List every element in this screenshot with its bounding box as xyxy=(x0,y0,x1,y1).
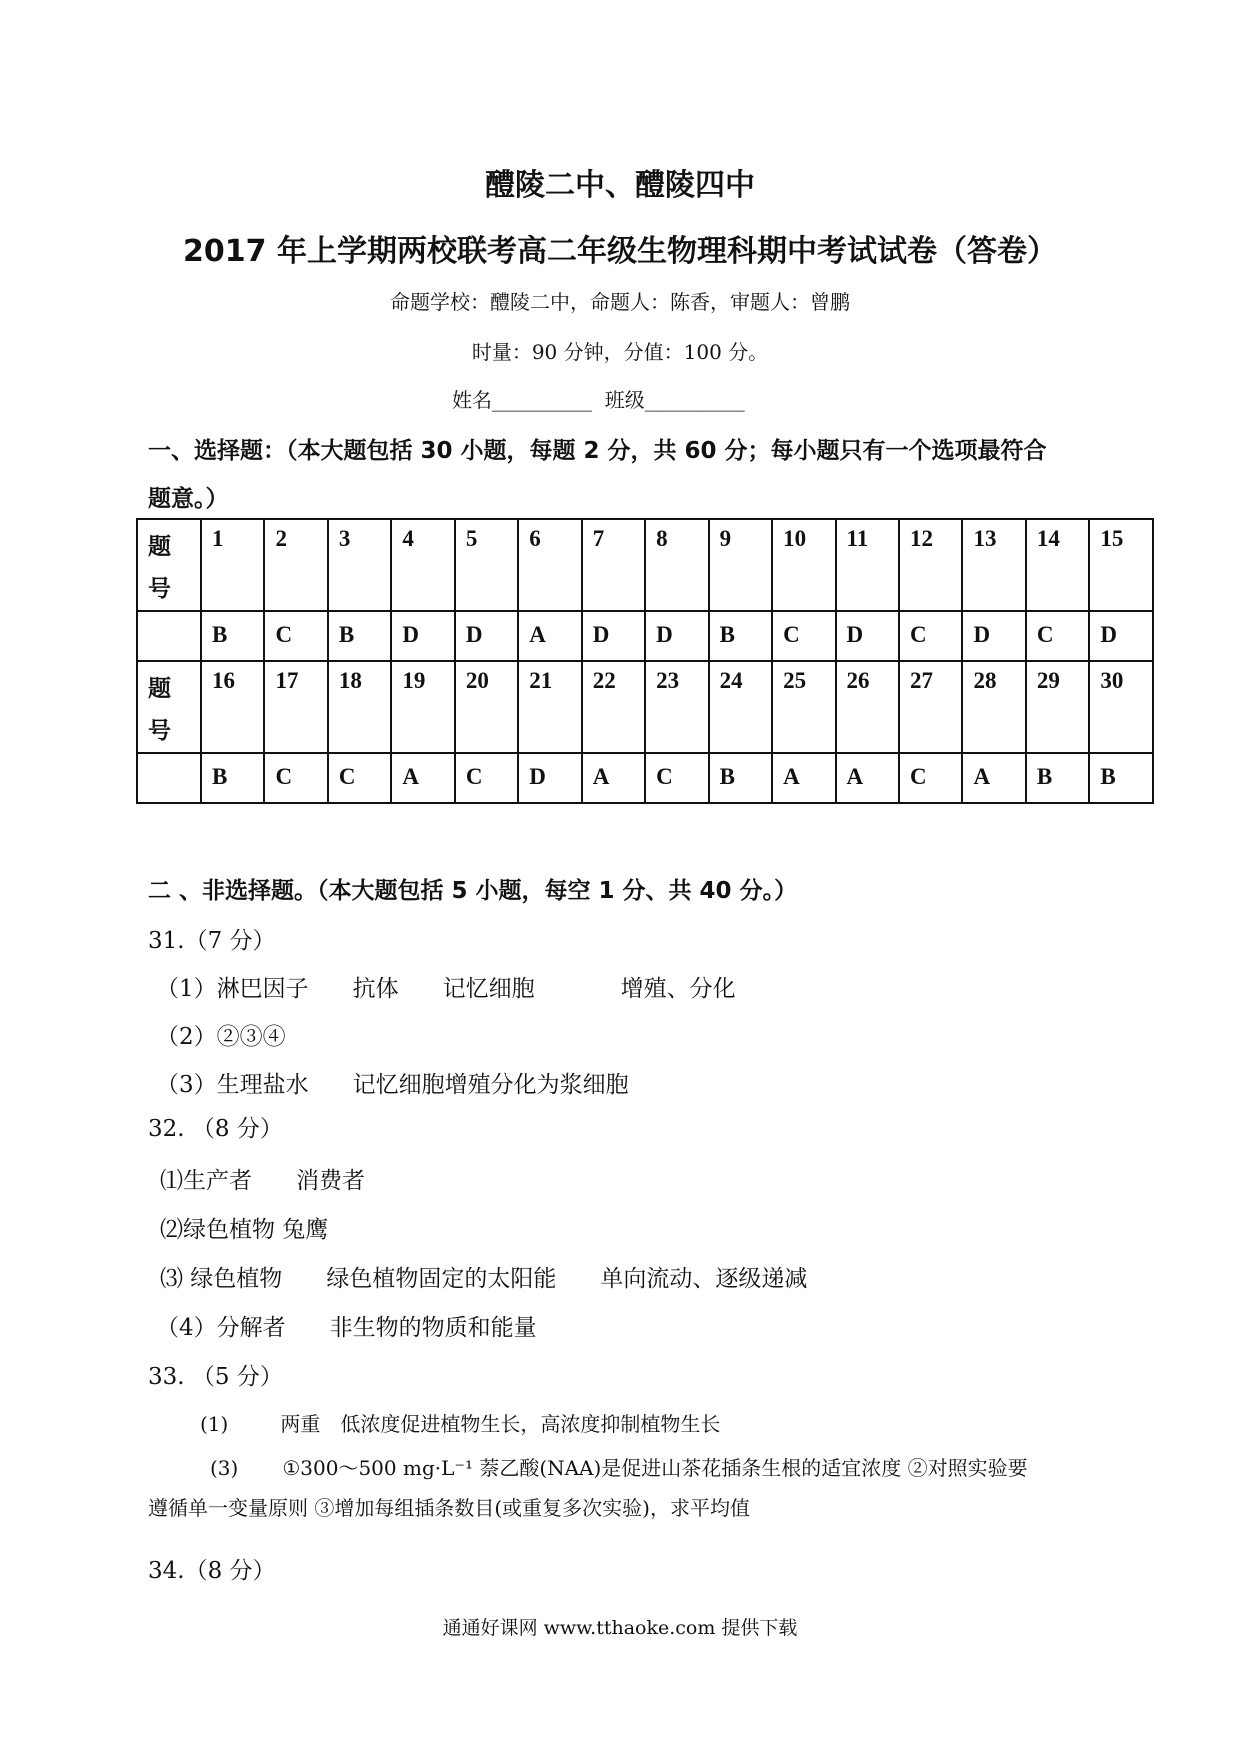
answer-cell: B xyxy=(328,611,391,661)
q32-answer: 单向流动、逐级递减 xyxy=(600,1266,808,1292)
answer-table xyxy=(136,518,1154,804)
answer-cell: A xyxy=(962,753,1025,803)
number-row-1 xyxy=(137,519,1153,611)
answer-cell: B xyxy=(709,611,772,661)
question-number-cell: 30 xyxy=(1089,661,1153,753)
number-row-2 xyxy=(137,661,1153,753)
question-number-cell: 6 xyxy=(518,519,581,611)
question-number-cell: 16 xyxy=(201,661,264,753)
answer-cell: C xyxy=(645,753,708,803)
q32-answer: ⑵绿色植物 兔鹰 xyxy=(160,1217,329,1243)
answer-cell: B xyxy=(201,611,264,661)
answer-cell: D xyxy=(836,611,899,661)
q33-answer: (1) xyxy=(200,1412,229,1436)
answer-cell: D xyxy=(455,611,518,661)
question-number-cell: 27 xyxy=(899,661,962,753)
section2-heading: 二 、非选择题。（本大题包括 5 小题，每空 1 分、共 40 分。） xyxy=(148,878,798,904)
answer-row-2 xyxy=(137,753,1153,803)
q32-answer: ⑶ 绿色植物 xyxy=(160,1266,283,1292)
question-number-cell: 14 xyxy=(1026,519,1089,611)
q32-answer: 消费者 xyxy=(296,1168,365,1194)
answer-cell: A xyxy=(772,753,835,803)
answer-cell: B xyxy=(709,753,772,803)
answer-cell: B xyxy=(1026,753,1089,803)
q33-line-1 xyxy=(200,1408,744,1437)
answer-cell: D xyxy=(1089,611,1153,661)
answer-cell: D xyxy=(645,611,708,661)
row-label-cell: 题 号 xyxy=(137,661,201,753)
exam-title: 2017 年上学期两校联考高二年级生物理科期中考试试卷（答卷） xyxy=(183,234,1057,269)
question-number-cell: 7 xyxy=(582,519,645,611)
question-number-cell: 22 xyxy=(582,661,645,753)
question-number-cell: 1 xyxy=(201,519,264,611)
answer-cell: C xyxy=(264,611,327,661)
q31-answer: （3）生理盐水 xyxy=(156,1072,309,1098)
question-number-cell: 5 xyxy=(455,519,518,611)
time-line: 时量：90 分钟，分值：100 分。 xyxy=(471,340,769,364)
q32-answer: 绿色植物固定的太阳能 xyxy=(326,1266,557,1292)
q33-answer: (3) xyxy=(210,1456,239,1480)
question-number-cell: 15 xyxy=(1089,519,1153,611)
q31-answer: 抗体 xyxy=(352,976,399,1002)
q32-line-3 xyxy=(160,1260,851,1293)
answer-cell: D xyxy=(391,611,454,661)
q32-answer: ⑴生产者 xyxy=(160,1168,252,1194)
q31-answer: 增殖、分化 xyxy=(620,976,736,1002)
q32-line-4 xyxy=(156,1309,581,1342)
footer-source: 通通好课网 www.tthaoke.com 提供下载 xyxy=(442,1617,798,1639)
answer-cell: A xyxy=(582,753,645,803)
answer-cell: C xyxy=(264,753,327,803)
class-label: 班级 xyxy=(604,388,645,412)
answer-cell: D xyxy=(518,753,581,803)
answer-row-1 xyxy=(137,611,1153,661)
answer-cell: A xyxy=(836,753,899,803)
section1-heading-cont: 题意。） xyxy=(148,486,229,512)
section1-heading: 一、选择题：（本大题包括 30 小题，每题 2 分，共 60 分；每小题只有一个选项最符合 xyxy=(148,438,1047,464)
row-label-cell: 题 号 xyxy=(137,519,201,611)
question-number-cell: 28 xyxy=(962,661,1025,753)
name-blank: __________ xyxy=(492,388,592,412)
q33-answer: 低浓度促进植物生长，高浓度抑制植物生长 xyxy=(340,1412,721,1436)
answer-cell: B xyxy=(1089,753,1153,803)
answer-cell: C xyxy=(899,611,962,661)
answer-cell: B xyxy=(201,753,264,803)
question-number-cell: 10 xyxy=(772,519,835,611)
q34-heading: 34.（8 分） xyxy=(148,1558,276,1584)
answer-cell: C xyxy=(772,611,835,661)
q31-heading: 31.（7 分） xyxy=(148,928,276,954)
q31-answer: （2）②③④ xyxy=(156,1024,286,1050)
answer-cell: C xyxy=(1026,611,1089,661)
question-number-cell: 24 xyxy=(709,661,772,753)
answer-cell: D xyxy=(962,611,1025,661)
q32-answer: （4）分解者 xyxy=(156,1315,286,1341)
question-number-cell: 20 xyxy=(455,661,518,753)
question-number-cell: 4 xyxy=(391,519,454,611)
q32-heading: 32. （8 分） xyxy=(148,1116,283,1142)
setter-line: 命题学校：醴陵二中，命题人：陈香，审题人：曾鹏 xyxy=(390,290,850,314)
q31-answer: （1）淋巴因子 xyxy=(156,976,309,1002)
answer-cell: C xyxy=(328,753,391,803)
q33-answer: 两重 xyxy=(280,1412,321,1436)
question-number-cell: 3 xyxy=(328,519,391,611)
answer-cell: D xyxy=(582,611,645,661)
q32-answer: 非生物的物质和能量 xyxy=(329,1315,537,1341)
class-blank: __________ xyxy=(644,388,745,412)
q33-line-3: 遵循单一变量原则 ③增加每组插条数目(或重复多次实验)，求平均值 xyxy=(148,1496,750,1520)
question-number-cell: 9 xyxy=(709,519,772,611)
question-number-cell: 21 xyxy=(518,661,581,753)
q31-line-2 xyxy=(156,1018,330,1051)
q31-line-1 xyxy=(156,970,780,1003)
name-class-line xyxy=(452,384,745,413)
question-number-cell: 26 xyxy=(836,661,899,753)
question-number-cell: 11 xyxy=(836,519,899,611)
question-number-cell: 29 xyxy=(1026,661,1089,753)
question-number-cell: 12 xyxy=(899,519,962,611)
question-number-cell: 8 xyxy=(645,519,708,611)
question-number-cell: 2 xyxy=(264,519,327,611)
q31-answer: 记忆细胞增殖分化为浆细胞 xyxy=(352,1072,629,1098)
school-title: 醴陵二中、醴陵四中 xyxy=(485,168,755,203)
blank-label-cell xyxy=(137,753,201,803)
question-number-cell: 23 xyxy=(645,661,708,753)
question-number-cell: 25 xyxy=(772,661,835,753)
q31-line-3 xyxy=(156,1066,673,1099)
name-label: 姓名 xyxy=(452,388,492,412)
answer-cell: C xyxy=(455,753,518,803)
question-number-cell: 18 xyxy=(328,661,391,753)
q31-answer: 记忆细胞 xyxy=(442,976,535,1002)
blank-label-cell xyxy=(137,611,201,661)
question-number-cell: 19 xyxy=(391,661,454,753)
answer-cell: A xyxy=(518,611,581,661)
q33-answer: ①300～500 mg·L⁻¹ 萘乙酸(NAA)是促进山茶花插条生根的适宜浓度 ②对照实验要 xyxy=(282,1456,1028,1480)
question-number-cell: 13 xyxy=(962,519,1025,611)
answer-cell: C xyxy=(899,753,962,803)
q33-line-2 xyxy=(210,1452,1052,1481)
question-number-cell: 17 xyxy=(264,661,327,753)
q32-line-1 xyxy=(160,1162,409,1195)
q32-line-2 xyxy=(160,1211,372,1244)
answer-cell: A xyxy=(391,753,454,803)
q33-heading: 33. （5 分） xyxy=(148,1364,283,1390)
